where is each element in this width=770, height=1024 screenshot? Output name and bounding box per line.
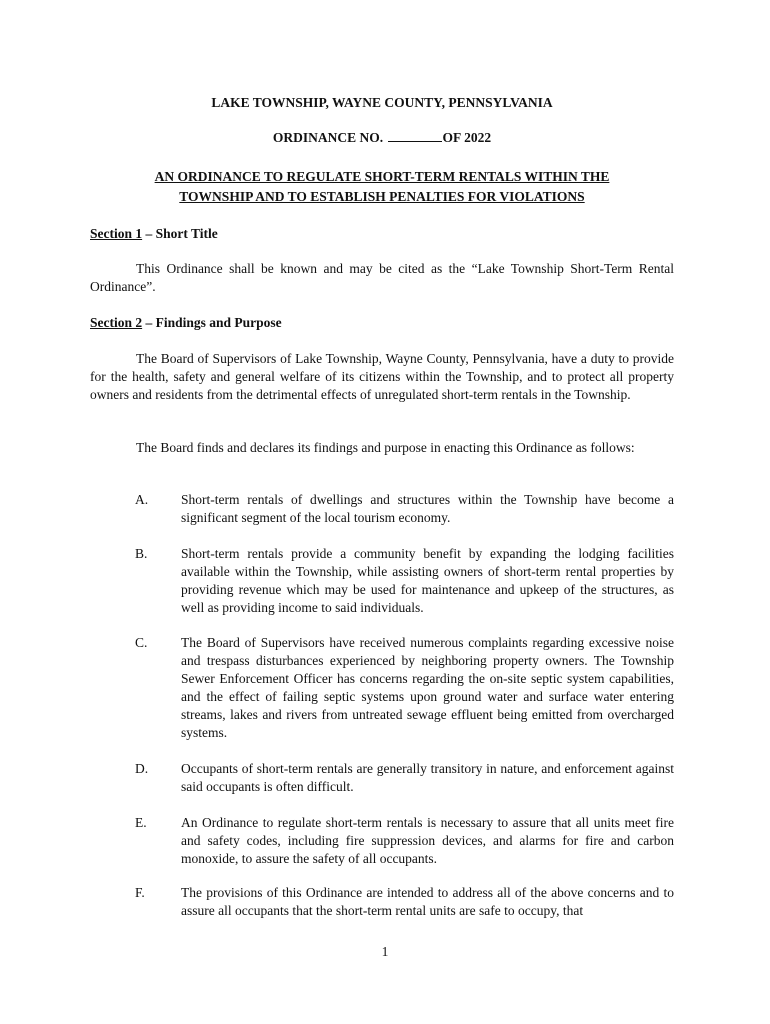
finding-item-text: Short-term rentals provide a community benefit by expanding the lodging facilities available within the Township, while assisting owners of short-term rental properties by providing revenue which may be used for maintenance and upkeep of the structures, as well as providing income to said individuals. (181, 546, 674, 615)
finding-item-letter: C. (135, 635, 148, 650)
finding-item-letter: B. (135, 546, 148, 561)
finding-item-text: The provisions of this Ordinance are intended to address all of the above concerns and to assure all occupants that the short-term rental units are safe to occupy, that (181, 885, 674, 918)
ordinance-suffix: OF 2022 (442, 130, 492, 145)
finding-item-letter: A. (135, 492, 149, 507)
finding-item-text: An Ordinance to regulate short-term rentals is necessary to assure that all units meet fire and safety codes, including fire suppression devices, and alarms for fire and carbon monoxide, to assure the safety of all occupants. (181, 815, 674, 866)
finding-item-letter: F. (135, 885, 145, 900)
section-2-heading (90, 313, 674, 333)
section-2-number: Section 2 (90, 315, 143, 330)
section-2-title: – Findings and Purpose (142, 315, 282, 330)
ordinance-title-line-1: AN ORDINANCE TO REGULATE SHORT-TERM RENTALS WITHIN THE (154, 169, 610, 184)
finding-item-letter: E. (135, 815, 147, 830)
section-1-body: This Ordinance shall be known and may be cited as the “Lake Township Short-Term Rental Ordinance”. (90, 261, 674, 294)
ordinance-number-heading (90, 128, 674, 148)
section-1-number: Section 1 (90, 226, 143, 241)
section-2-body-paragraph-2: The Board finds and declares its findings and purpose in enacting this Ordinance as follows: (136, 440, 635, 455)
section-1-heading (90, 224, 674, 244)
ordinance-prefix: ORDINANCE NO. (272, 130, 384, 145)
jurisdiction-heading: LAKE TOWNSHIP, WAYNE COUNTY, PENNSYLVANIA (211, 95, 553, 110)
finding-item-text: Occupants of short-term rentals are generally transitory in nature, and enforcement against said occupants is often difficult. (181, 761, 674, 794)
finding-item-letter: D. (135, 761, 149, 776)
section-2-body-paragraph-1: The Board of Supervisors of Lake Township, Wayne County, Pennsylvania, have a duty to provide for the health, safety and general welfare of its citizens within the Township, and to protect all property owners and residents from the detrimental effects of unregulated short-term rentals in the Township. (90, 351, 674, 402)
finding-item-text: Short-term rentals of dwellings and structures within the Township have become a significant segment of the local tourism economy. (181, 492, 674, 525)
section-1-title: – Short Title (142, 226, 218, 241)
finding-item-text: The Board of Supervisors have received numerous complaints regarding excessive noise and trespass disturbances experienced by neighboring property owners. The Township Sewer Enforcement Officer has concerns regarding the on-site septic system capabilities, and the effect of failing septic systems upon ground water and surface water entering streams, lakes and rivers from untreated sewage effluent being emitted from overcharged systems. (181, 635, 674, 740)
ordinance-title-line-2: TOWNSHIP AND TO ESTABLISH PENALTIES FOR VIOLATIONS (179, 189, 585, 204)
ordinance-title (90, 167, 674, 207)
ordinance-number-blank (388, 129, 442, 142)
page-number: 1 (381, 944, 389, 959)
